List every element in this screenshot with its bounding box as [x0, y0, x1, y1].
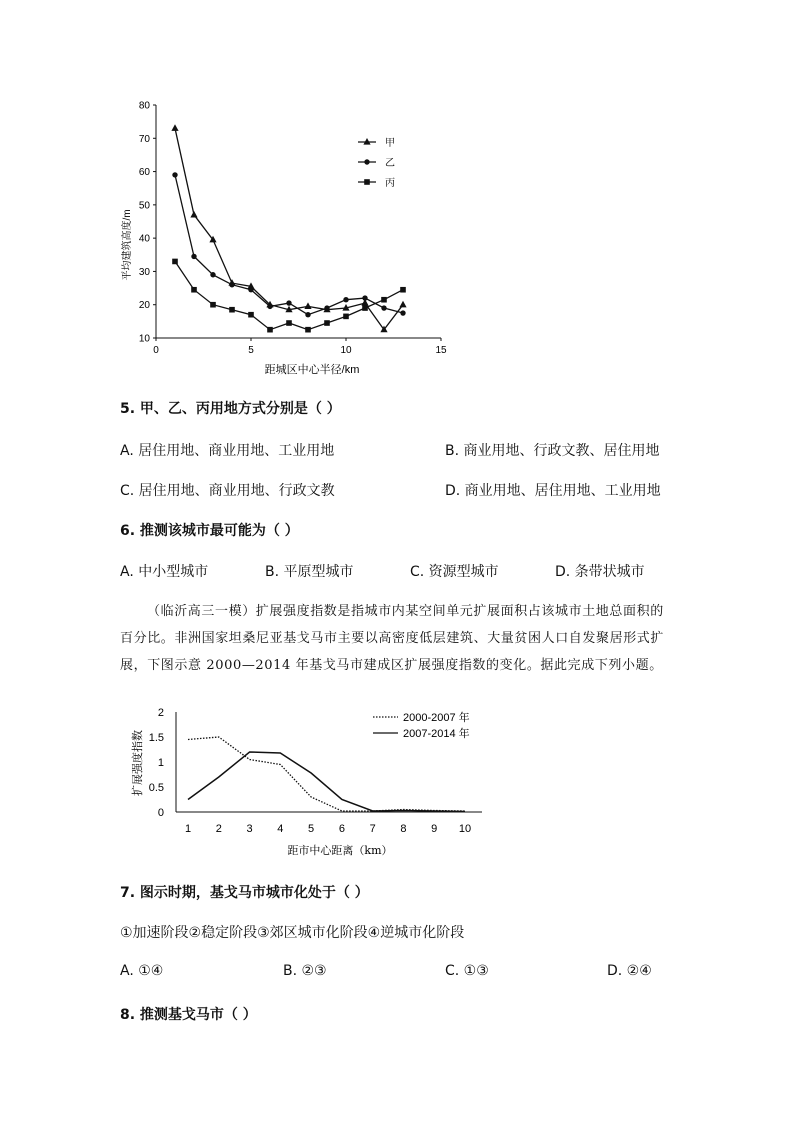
chart1-y-tick-label: 70: [138, 133, 150, 145]
chart2-y-axis-label: 扩展强度指数: [131, 730, 144, 796]
q6-option-c[interactable]: C. 资源型城市: [410, 564, 499, 580]
chart2-x-tick-label: 2: [215, 823, 222, 835]
chart2-x-axis-label: 距市中心距离（km）: [287, 844, 393, 857]
chart2-legend-label: 2000-2007 年: [403, 712, 470, 724]
q7-option-c[interactable]: C. ①③: [445, 963, 489, 979]
chart1-x-tick-label: 0: [153, 345, 159, 356]
chart1-x-axis-label: 距城区中心半径/km: [264, 364, 360, 376]
chart2-x-tick-label: 8: [400, 823, 407, 835]
q7-items: ①加速阶段②稳定阶段③郊区城市化阶段④逆城市化阶段: [120, 925, 465, 941]
chart2-series-line-0: [188, 737, 465, 811]
chart1-point-1: [324, 305, 329, 310]
chart2-x-tick-label: 6: [338, 823, 345, 835]
chart1-point-2: [248, 312, 254, 318]
chart1-point-2: [324, 320, 330, 326]
q5-option-d[interactable]: D. 商业用地、居住用地、工业用地: [445, 483, 661, 499]
chart1-y-axis-label: 平均建筑高度/m: [122, 209, 133, 281]
q5-stem: 5. 甲、乙、丙用地方式分别是（ ）: [120, 401, 341, 417]
q5-option-b[interactable]: B. 商业用地、行政文教、居住用地: [445, 443, 660, 459]
passage-line-2: 百分比。非洲国家坦桑尼亚基戈马市主要以高密度低层建筑、大量贫困人口自发聚居形式扩: [120, 631, 665, 646]
building-height-chart: [100, 95, 460, 385]
chart2-x-tick-label: 5: [308, 823, 315, 835]
chart1-y-tick-label: 60: [138, 167, 150, 179]
chart1-x-tick-label: 10: [340, 345, 352, 356]
passage-line-1: （临沂高三一模）扩展强度指数是指城市内某空间单元扩展面积占该城市土地总面积的: [147, 604, 664, 619]
chart1-legend-label: 丙: [385, 178, 395, 189]
q5-option-a[interactable]: A. 居住用地、商业用地、工业用地: [120, 443, 335, 459]
chart1-point-1: [172, 172, 177, 177]
chart1-point-1: [381, 305, 386, 310]
chart1-point-2: [286, 320, 292, 326]
q6-stem: 6. 推测该城市最可能为（ ）: [120, 523, 299, 539]
chart1-point-1: [343, 297, 348, 302]
chart1-point-0: [304, 302, 311, 309]
chart1-point-1: [191, 254, 196, 259]
chart1-y-tick-label: 50: [138, 200, 150, 212]
chart1-legend-marker: [364, 159, 369, 164]
chart1-y-tick-label: 80: [138, 100, 150, 112]
q6-option-a[interactable]: A. 中小型城市: [120, 564, 209, 580]
chart1-point-1: [362, 295, 367, 300]
chart2-x-tick-label: 1: [184, 823, 192, 835]
chart1-point-1: [305, 312, 310, 317]
chart2-x-tick-label: 4: [277, 823, 284, 835]
q7-option-d[interactable]: D. ②④: [607, 963, 652, 979]
q7-option-b[interactable]: B. ②③: [283, 963, 327, 979]
chart1-point-2: [400, 287, 406, 293]
chart2-x-tick-label: 9: [431, 823, 438, 835]
q7-stem: 7. 图示时期，基戈马市城市化处于（ ）: [120, 885, 369, 901]
chart1-point-2: [210, 302, 216, 308]
passage-line-3: 展，下图示意 2000—2014 年基戈马市建成区扩展强度指数的变化。据此完成下列小题。: [120, 658, 663, 673]
chart1-point-2: [381, 297, 387, 303]
chart1-point-2: [362, 305, 368, 311]
chart1-point-2: [191, 287, 197, 293]
chart1-point-0: [190, 211, 197, 218]
chart1-point-1: [267, 304, 272, 309]
chart2-x-tick-label: 7: [369, 823, 376, 835]
chart2-x-tick-label: 10: [458, 823, 472, 835]
chart2-y-tick-label: 1: [157, 757, 164, 769]
chart1-point-0: [399, 301, 406, 308]
chart1-point-2: [305, 327, 311, 333]
chart1-y-tick-label: 20: [138, 300, 150, 312]
q6-option-d[interactable]: D. 条带状城市: [555, 564, 645, 580]
chart1-x-tick-label: 5: [248, 345, 254, 356]
chart2-legend-label: 2007-2014 年: [403, 728, 470, 740]
chart2-x-tick-label: 3: [246, 823, 253, 835]
chart1-point-2: [229, 307, 235, 313]
chart1-x-tick-label: 15: [435, 345, 447, 356]
chart1-legend-label: 乙: [385, 158, 395, 169]
chart1-point-2: [172, 259, 178, 265]
chart1-point-1: [248, 287, 253, 292]
chart2-series-line-1: [188, 752, 465, 812]
chart1-point-1: [229, 282, 234, 287]
q6-option-b[interactable]: B. 平原型城市: [265, 564, 354, 580]
chart1-legend-label: 甲: [385, 138, 395, 149]
q7-option-a[interactable]: A. ①④: [120, 963, 164, 979]
chart1-y-tick-label: 30: [138, 266, 150, 278]
chart1-y-tick-label: 40: [138, 233, 150, 245]
chart1-point-0: [171, 124, 178, 131]
chart2-y-tick-label: 1.5: [148, 732, 164, 744]
expansion-intensity-chart: [125, 700, 495, 865]
chart2-y-tick-label: 0.5: [148, 782, 164, 794]
q8-stem: 8. 推测基戈马市（ ）: [120, 1007, 257, 1023]
q5-option-c[interactable]: C. 居住用地、商业用地、行政文教: [120, 483, 335, 499]
chart1-legend-marker: [363, 138, 370, 145]
chart1-point-1: [286, 300, 291, 305]
chart1-point-2: [343, 314, 349, 320]
chart1-point-2: [267, 327, 273, 333]
chart2-y-tick-label: 0: [157, 807, 164, 819]
chart1-y-tick-label: 10: [138, 333, 150, 345]
chart1-point-1: [210, 272, 215, 277]
chart2-y-tick-label: 2: [157, 707, 164, 719]
chart1-point-1: [400, 310, 405, 315]
chart1-series-line-1: [175, 175, 403, 315]
chart1-legend-marker: [364, 179, 370, 185]
